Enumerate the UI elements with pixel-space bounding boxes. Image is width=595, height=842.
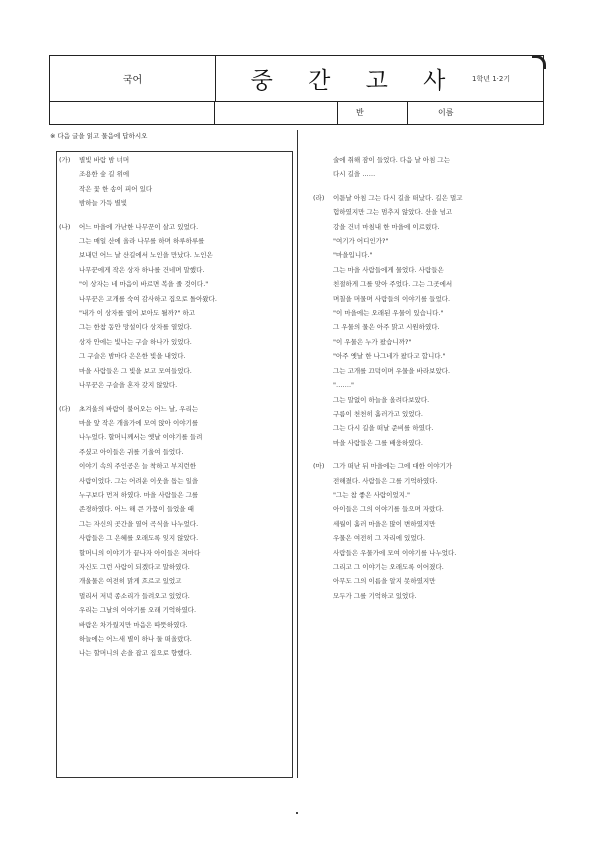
passage-line: 세월이 흘러 마을은 많이 변하였지만 xyxy=(333,519,436,528)
passage-line: "이 마을에는 오래된 우물이 있습니다." xyxy=(333,309,444,318)
passage-line: "……." xyxy=(333,381,355,390)
passage-line: 마을 앞 작은 개울가에 모여 앉아 이야기를 xyxy=(79,418,199,427)
passage-line: 전해졌다. 사람들은 그를 기억하였다. xyxy=(333,476,438,485)
passage-line: 그는 고개를 끄덕이며 우물을 바라보았다. xyxy=(333,366,451,375)
class-label: 반 xyxy=(356,108,364,117)
passage-line: 주셨고 아이들은 귀를 기울여 들었다. xyxy=(79,447,184,456)
passage-line: 사람들은 그 은혜를 오래도록 잊지 않았다. xyxy=(79,534,199,543)
passage-line: "여기가 어디인가?" xyxy=(333,237,389,246)
left-column xyxy=(59,153,293,670)
section-marker: (다) xyxy=(59,404,71,413)
section-marker: (가) xyxy=(59,156,71,164)
passage-line: 나무꾼은 고개를 숙여 감사하고 집으로 돌아왔다. xyxy=(79,294,217,303)
passage-line: 아이들은 그의 이야기를 들으며 자랐다. xyxy=(333,505,444,514)
passage-section xyxy=(313,191,545,450)
passage-line: 밤하늘 가득 별빛 xyxy=(79,199,128,208)
passage-line: "이 우물은 누가 팠습니까?" xyxy=(333,337,412,346)
passage-section xyxy=(313,459,545,603)
class-cell[interactable] xyxy=(338,101,408,124)
passage-line: 며칠을 머물며 사람들의 이야기를 들었다. xyxy=(333,294,451,303)
passage-section xyxy=(313,153,545,182)
grade-label: 1학년 1·2기 xyxy=(472,75,511,83)
section-marker: (나) xyxy=(59,222,71,231)
passage-line: 그는 다시 길을 떠날 준비를 하였다. xyxy=(333,424,434,433)
passage-line: 하늘에는 어느새 별이 하나 둘 떠올랐다. xyxy=(79,635,192,643)
passage-line: 그는 한참 동안 망설이다 상자를 열었다. xyxy=(79,323,192,332)
passage-line: 그리고 그 이야기는 오래도록 이어졌다. xyxy=(333,562,444,571)
passage-line: 험하였지만 그는 멈추지 않았다. 산을 넘고 xyxy=(333,208,453,217)
passage-line: 누구보다 먼저 하였다. 마을 사람들은 그를 xyxy=(79,490,199,499)
blank-cell xyxy=(50,101,215,124)
passage-line: 아무도 그의 이름을 알지 못하였지만 xyxy=(333,577,436,586)
passage-line: 나무꾼에게 작은 상자 하나를 건네며 말했다. xyxy=(79,265,205,274)
passage-line: 그 구슬은 밤마다 은은한 빛을 내었다. xyxy=(79,352,186,361)
passage-line: 사람들은 우물가에 모여 이야기를 나누었다. xyxy=(333,548,457,557)
passage-line: 구름이 천천히 흘러가고 있었다. xyxy=(333,409,423,418)
passage-line: 그는 자신의 곳간을 열어 곡식을 나누었다. xyxy=(79,519,199,528)
passage-line: "내가 이 상자를 열어 보아도 될까?" 하고 xyxy=(79,309,196,318)
page-marker xyxy=(296,812,298,814)
passage-line: "그는 참 좋은 사람이었지." xyxy=(333,490,411,499)
passage-line: 다시 길을 …… xyxy=(333,170,376,179)
passage-line: 그는 매일 산에 올라 나무를 하며 하루하루를 xyxy=(79,237,205,246)
subject-label: 국어 xyxy=(50,56,216,101)
passage-line: 마을 사람들은 그를 배웅하였다. xyxy=(333,438,423,447)
passage-line: 술에 취해 잠이 들었다. 다음 날 아침 그는 xyxy=(333,156,450,164)
name-label: 이름 xyxy=(438,108,454,117)
passage-line: 보내던 어느 날 산길에서 노인을 만났다. 노인은 xyxy=(79,251,213,260)
passage-line: 조용한 숲 길 위에 xyxy=(79,170,130,179)
passage-line: 그는 마을 사람들에게 물었다. 사람들은 xyxy=(333,265,444,274)
passage-section xyxy=(59,402,293,661)
passage-line: 그는 말없이 하늘을 올려다보았다. xyxy=(333,395,430,404)
passage-line: 바람은 차가웠지만 마음은 따뜻하였다. xyxy=(79,620,188,629)
passage-line: 상자 안에는 빛나는 구슬 하나가 있었다. xyxy=(79,337,192,346)
passage-line: 이야기 속의 주인공은 늘 착하고 부지런한 xyxy=(79,462,197,471)
passage-line: 별빛 바람 밤 너머 xyxy=(79,156,130,164)
section-marker: (라) xyxy=(313,193,325,202)
passage-line: 멀리서 저녁 종소리가 들려오고 있었다. xyxy=(79,591,190,600)
passage-line: 개울물은 여전히 맑게 흐르고 있었고 xyxy=(79,577,182,586)
name-cell[interactable] xyxy=(408,101,545,124)
passage-line: 작은 꽃 한 송이 피어 있다 xyxy=(79,184,153,193)
passage-line: 그 우물의 물은 아주 맑고 시원하였다. xyxy=(333,323,440,332)
passage-line: 마을 사람들은 그 빛을 보고 모여들었다. xyxy=(79,366,192,375)
header-bottom-row xyxy=(50,101,543,124)
passage-line: 이튿날 아침 그는 다시 길을 떠났다. 길은 멀고 xyxy=(333,193,463,202)
passage-line: 우리는 그날의 이야기를 오래 기억하였다. xyxy=(79,606,197,615)
passage-line: 강을 건너 마침내 한 마을에 이르렀다. xyxy=(333,222,440,231)
column-divider xyxy=(297,130,298,778)
passage-line: 존경하였다. 어느 해 큰 가뭄이 들었을 때 xyxy=(79,505,194,514)
passage-line: 그가 떠난 뒤 마을에는 그에 대한 이야기가 xyxy=(333,462,453,471)
passage-line: 나누었다. 할머니께서는 옛날 이야기를 들려 xyxy=(79,433,203,442)
passage-line: 어느 마을에 가난한 나무꾼이 살고 있었다. xyxy=(79,222,199,231)
passage-section xyxy=(59,220,293,393)
passage-line: "아주 옛날 한 나그네가 팠다고 합니다." xyxy=(333,352,446,361)
passage-line: 사람이었다. 그는 어려운 이웃을 돕는 일을 xyxy=(79,476,199,485)
exam-header xyxy=(49,55,544,125)
right-column xyxy=(313,153,545,612)
passage-line: "이 상자는 네 마음이 바르면 복을 줄 것이다." xyxy=(79,280,209,289)
header-top-row xyxy=(50,56,543,102)
passage-line: 자신도 그런 사람이 되겠다고 말하였다. xyxy=(79,562,190,571)
passage-line: 나무꾼은 구슬을 혼자 갖지 않았다. xyxy=(79,381,178,390)
passage-line: 할머니의 이야기가 끝나자 아이들은 저마다 xyxy=(79,548,201,557)
instruction-text: ※ 다음 글을 읽고 물음에 답하시오 xyxy=(50,132,148,140)
passage-line: 나는 할머니의 손을 잡고 집으로 향했다. xyxy=(79,649,192,658)
passage-line: "마을입니다." xyxy=(333,251,373,260)
passage-line: 친절하게 그를 맞아 주었다. 그는 그곳에서 xyxy=(333,280,453,289)
blank-cell xyxy=(215,101,338,124)
exam-title: 중 간 고 사 xyxy=(250,68,460,94)
passage-line: 초겨울의 바람이 불어오는 어느 날, 우리는 xyxy=(79,404,199,413)
passage-line: 우물은 여전히 그 자리에 있었다. xyxy=(333,534,425,543)
passage-line: 모두가 그를 기억하고 있었다. xyxy=(333,591,417,600)
section-marker: (마) xyxy=(313,462,325,471)
passage-section xyxy=(59,153,293,211)
